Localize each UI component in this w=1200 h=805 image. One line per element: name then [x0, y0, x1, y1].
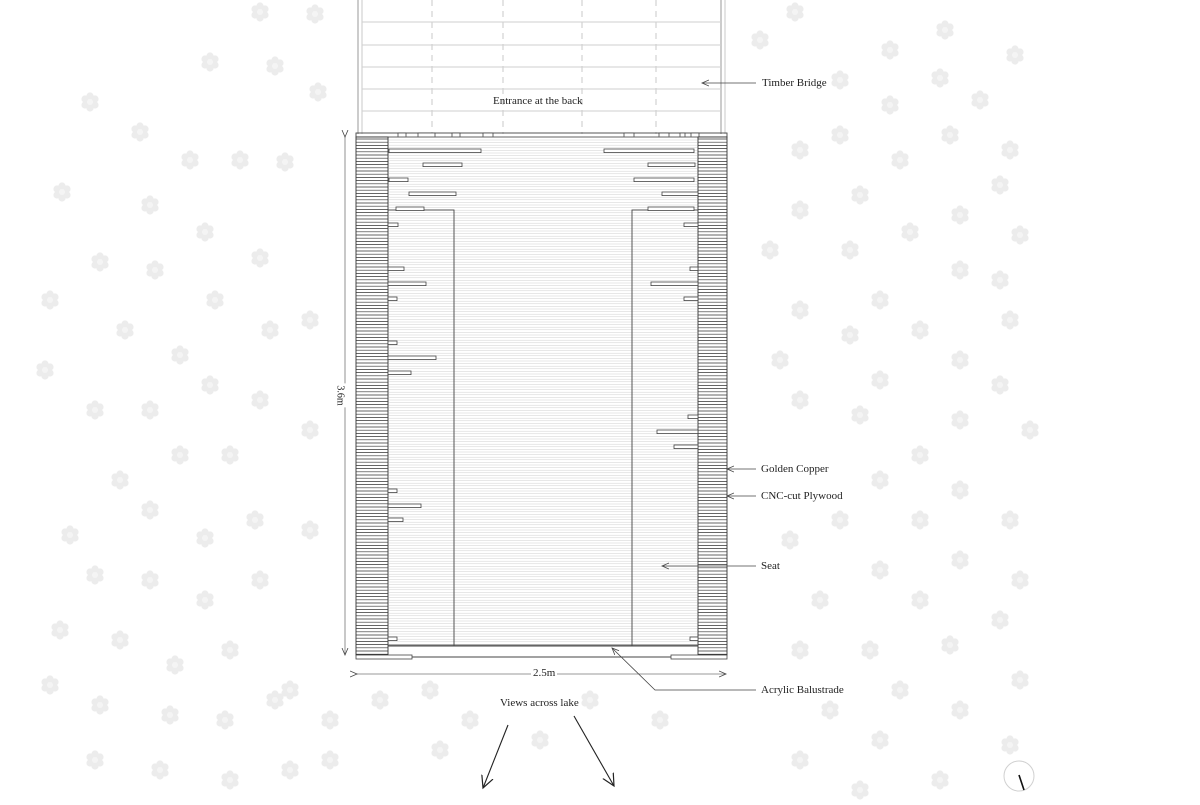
views-label: Views across lake	[500, 697, 579, 709]
callout-cnc-plywood: CNC-cut Plywood	[761, 490, 843, 502]
acrylic-balustrade	[356, 646, 727, 659]
pavilion-floor	[388, 137, 698, 645]
left-wall-slats	[356, 137, 388, 655]
north-arrow-icon	[1004, 761, 1034, 791]
right-wall-slats	[698, 137, 727, 655]
entrance-label: Entrance at the back	[493, 95, 583, 107]
top-wall	[356, 133, 727, 137]
timber-bridge	[358, 0, 725, 134]
width-dimension: 2.5m	[533, 667, 556, 679]
callout-acrylic-balustrade: Acrylic Balustrade	[761, 684, 844, 696]
callout-timber-bridge: Timber Bridge	[762, 77, 827, 89]
depth-dimension: 3.6m	[334, 385, 346, 406]
callout-golden-copper: Golden Copper	[761, 463, 829, 475]
tree-canopy-icons	[36, 2, 1038, 799]
callout-seat: Seat	[761, 560, 780, 572]
